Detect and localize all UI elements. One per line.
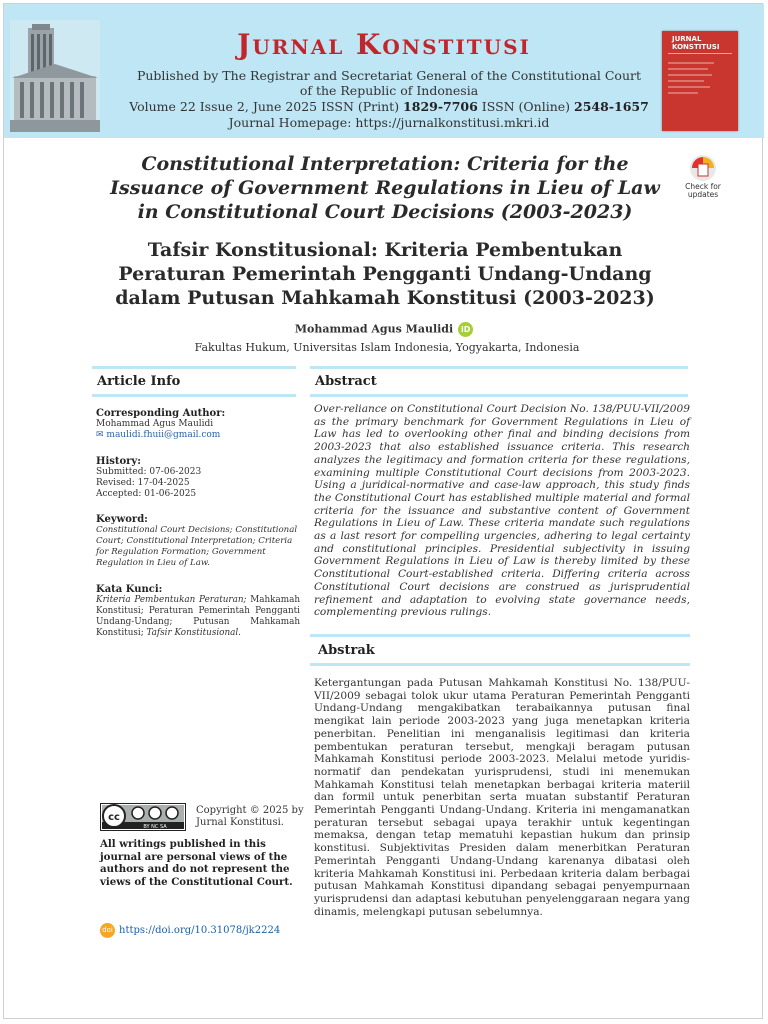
abstrak-rule-top: [310, 634, 690, 637]
publisher-line-1: Published by The Registrar and Secretariat General of the Constitutional Court: [136, 68, 642, 83]
keyword-label: Keyword:: [96, 514, 148, 525]
corresponding-label: Corresponding Author:: [96, 408, 226, 419]
journal-title: Jurnal Konstitusi: [237, 28, 531, 61]
check-for-updates-badge[interactable]: [682, 154, 724, 200]
orcid-icon[interactable]: iD: [458, 322, 473, 337]
cover-rule: [668, 53, 732, 54]
issn-print: 1829-7706: [403, 99, 478, 114]
article-title-indonesian: Tafsir Konstitusional: Kriteria Pembentukan Peraturan Pemerintah Pengganti Undang-Undang dalam Putusan Mahkamah Konstitusi (2003-2023): [115, 239, 655, 309]
abstrak-text: Ketergantungan pada Putusan Mahkamah Konstitusi No. 138/PUU-VII/2009 sebagai tolok ukur utama Peraturan Pemerintah Pengganti Undang-Undang mengakibatkan terabaikannya putusan final mengikat lain periode 2003-2023 yang juga menetapkan kriteria penerbitan. Penelitian ini menganalisis legitimasi dan kriteria pembentukan peraturan tersebut, mengkaji beragam putusan Mahkamah Konstitusi periode 2003-2023. Melalui metode yuridis-normatif dan pendekatan yurisprudensi, studi ini menemukan Mahkamah Konstitusi telah menetapkan berbagai kriteria materiil dan formil untuk penerbitan serta muatan substantif Peraturan Pemerintah Pengganti Undang-Undang. Kriteria ini mengamanatkan peraturan tersebut sebagai upaya terakhir untuk kegentingan memaksa, dengan tetap mematuhi kepastian hukum dan prinsip konstitusi. Subjektivitas Presiden dalam menerbitkan Peraturan Pemerintah Pengganti Undang-Undang karenanya dibatasi oleh kriteria Mahkamah Konstitusi ini. Perbedaan kriteria dalam berbagai putusan Mahkamah Konstitusi dipandang sebagai penyempurnaan yurisprudensi dan adaptasi kebutuhan penyelenggaraan negara yang dinamis, melengkapi putusan sebelumnya.: [314, 677, 690, 918]
email-row: [96, 430, 300, 441]
creative-commons-license-icon[interactable]: [100, 803, 186, 831]
journal-homepage[interactable]: Journal Homepage: https://jurnalkonstitusi.mkri.id: [228, 115, 550, 130]
check-updates-line2: updates: [687, 190, 719, 199]
volume-text: Volume 22 Issue 2, June 2025 ISSN (Print): [129, 99, 404, 114]
kata-kunci-text: [96, 595, 300, 639]
doi-icon: doi: [100, 923, 115, 938]
check-updates-label: [682, 183, 724, 199]
publisher-line-2: of the Republic of Indonesia: [299, 83, 479, 98]
doi-row: [100, 923, 280, 938]
doi-link[interactable]: https://doi.org/10.31078/jk2224: [119, 925, 281, 936]
cc-logo-text: cc: [108, 812, 120, 823]
kata-kunci-part1: Kriteria Pembentukan Peraturan;: [96, 595, 247, 605]
article-info-heading: Article Info: [97, 374, 181, 389]
article-title-english: Constitutional Interpretation: Criteria for the Issuance of Government Regulations in Lieu of Law in Constitutional Court Decisions (2003-2023): [110, 153, 660, 223]
kata-kunci-part3: Tafsir Konstitusional.: [146, 628, 241, 638]
abstract-rule-top: [310, 366, 688, 369]
cover-text-lines-icon: [668, 59, 718, 103]
email-icon: ✉: [96, 430, 107, 440]
volume-issn-line: [104, 99, 674, 114]
article-info-rule-top: [92, 366, 296, 369]
abstract-text: Over-reliance on Constitutional Court Decision No. 138/PUU-VII/2009 as the primary benchmark for Government Regulations in Lieu of Law has led to overlooking other final and binding decisions from 2003-2023 that also established issuance criteria. This research analyzes the legitimacy and formation criteria for these regulations, examining multiple Constitutional Court decisions from 2003-2023. Using a juridical-normative and case-law approach, this study finds the Constitutional Court has established multiple material and formal criteria for the issuance and substantive content of Government Regulations in Lieu of Law. These criteria mandate such regulations as a last resort for compelling urgencies, adhering to legal certainty and constitutional principles. Presidential subjectivity in issuing Government Regulations in Lieu of Law is thereby limited by these Constitutional Court-established criteria. Differing criteria across Constitutional Court decisions are construed as jurisprudential refinement and adaptation to evolving state governance needs, complementing previous rulings.: [314, 403, 690, 619]
abstract-heading: Abstract: [315, 374, 377, 389]
journal-cover-thumbnail: [662, 31, 738, 131]
author-email-link[interactable]: maulidi.fhuii@gmail.com: [106, 430, 221, 440]
keyword-block: [96, 514, 300, 569]
author-line: [0, 322, 768, 337]
disclaimer-text: All writings published in this journal are personal views of the authors and do not represent the views of the Constitutional Court.: [100, 838, 293, 888]
check-updates-line1: Check for: [685, 182, 721, 191]
accepted-date: Accepted: 01-06-2025: [96, 489, 197, 499]
revised-date: Revised: 17-04-2025: [96, 478, 190, 488]
author-name: Mohammad Agus Maulidi: [294, 322, 454, 336]
kata-kunci-block: [96, 584, 300, 639]
issn-online: 2548-1657: [574, 99, 649, 114]
history-block: [96, 456, 300, 500]
submitted-date: Submitted: 07-06-2023: [96, 467, 202, 477]
author-affiliation: Fakultas Hukum, Universitas Islam Indonesia, Yogyakarta, Indonesia: [194, 341, 580, 354]
keywords-text: Constitutional Court Decisions; Constitutional Court; Constitutional Interpretation; Criteria for Regulation Formation; Government Regulation in Lieu of Law.: [96, 525, 298, 568]
corresponding-block: [96, 408, 300, 441]
copyright-notice: Copyright © 2025 by Jurnal Konstitusi.: [196, 805, 304, 828]
kata-kunci-label: Kata Kunci:: [96, 584, 163, 595]
journal-header: [4, 4, 764, 138]
abstrak-rule-bottom: [310, 663, 690, 666]
kata-kunci-part2: Mahkamah Konstitusi; Peraturan Pemerintah Pengganti Undang-Undang; Putusan Mahkamah Konstitusi;: [96, 595, 300, 638]
article-info-rule-bottom: [92, 394, 296, 397]
abstrak-heading: Abstrak: [318, 643, 375, 658]
issn-online-label: ISSN (Online): [477, 99, 575, 114]
corresponding-name: Mohammad Agus Maulidi: [96, 419, 214, 429]
history-label: History:: [96, 456, 141, 467]
check-updates-icon: [682, 154, 724, 184]
abstract-rule-bottom: [310, 394, 688, 397]
cc-sub-text: BY NC SA: [143, 824, 167, 830]
cover-title: JURNAL KONSTITUSI: [672, 35, 720, 51]
